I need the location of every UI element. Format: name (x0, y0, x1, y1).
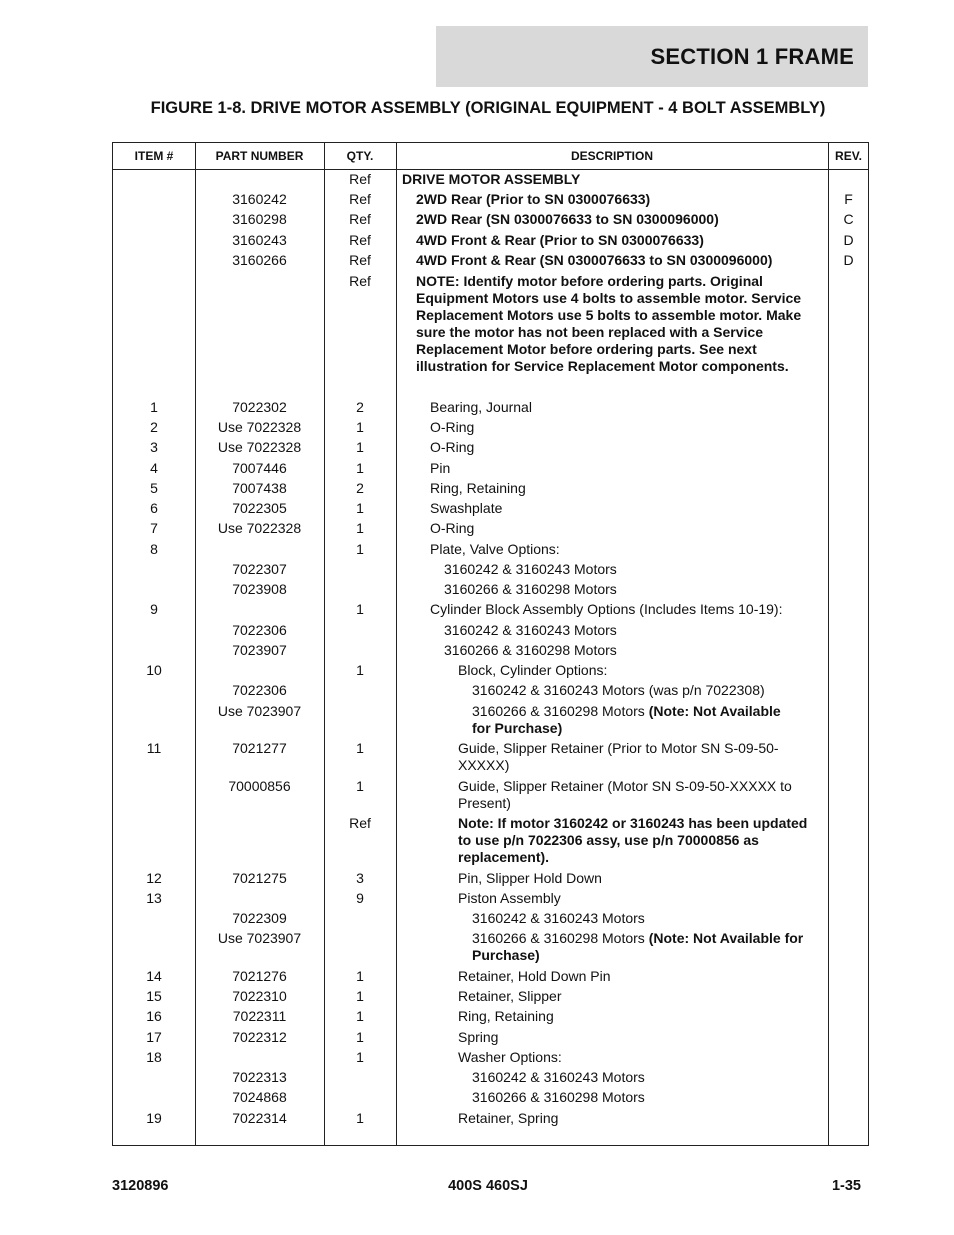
part-number-cell: 7024868 (232, 1089, 287, 1105)
qty-cell: Ref (349, 191, 371, 207)
qty-cell: 2 (356, 399, 364, 415)
item-cell: 19 (146, 1110, 162, 1126)
description-cell (430, 439, 818, 456)
part-number-cell: 7021276 (232, 968, 287, 984)
description-text: Retainer, Spring (458, 1110, 559, 1126)
description-text: Ring, Retaining (458, 1008, 554, 1024)
description-cell (444, 561, 818, 578)
part-number-cell: Use 7022328 (217, 439, 302, 455)
description-text: Washer Options: (458, 1049, 562, 1065)
part-number-cell: 7007446 (232, 460, 287, 476)
qty-cell: 1 (356, 520, 364, 536)
header-divider (113, 169, 868, 170)
description-text: Retainer, Hold Down Pin (458, 968, 611, 984)
description-text: 4WD Front & Rear (SN 0300076633 to SN 0300096000) (416, 252, 773, 268)
description-text: Guide, Slipper Retainer (Prior to Motor SN S-09-50- XXXXX) (458, 740, 779, 773)
description-text: Cylinder Block Assembly Options (Includes Items 10-19): (430, 601, 783, 617)
description-text: 3160266 & 3160298 Motors (444, 642, 617, 658)
description-cell (416, 252, 818, 269)
qty-cell: 1 (356, 740, 364, 756)
part-number-cell: 7021275 (232, 870, 287, 886)
part-number-cell: 7022306 (232, 622, 287, 638)
item-cell: 4 (150, 460, 158, 476)
part-number-cell: 70000856 (228, 778, 291, 794)
description-cell (458, 740, 818, 774)
part-number-cell: 7023907 (232, 642, 287, 658)
part-number-cell: 7022302 (232, 399, 287, 415)
description-text: NOTE: Identify motor before ordering parts. Original Equipment Motors use 4 bolts to assemble motor. Service Replacement Motors use 5 bolts to assemble motor. Make sure the motor has not been replaced with a Service Replacement Motor before ordering parts. See next illustration for Service Replacement Motor components. (416, 273, 802, 374)
part-number-cell: Use 7022328 (217, 520, 302, 536)
part-number-cell: 7022305 (232, 500, 287, 516)
description-text: DRIVE MOTOR ASSEMBLY (402, 171, 581, 187)
part-number-cell: Use 7022328 (217, 419, 302, 435)
description-text: O-Ring (430, 439, 475, 455)
qty-cell: 1 (356, 968, 364, 984)
description-text: Note: If motor 3160242 or 3160243 has been updated to use p/n 7022306 assy, use p/n 70000856 as replacement). (458, 815, 808, 865)
description-cell (430, 520, 818, 537)
part-number-cell: 3160298 (232, 211, 287, 227)
item-cell: 11 (146, 740, 162, 756)
qty-cell: 1 (356, 500, 364, 516)
footer-page-number: 1-35 (831, 1178, 861, 1194)
footer-doc-number: 3120896 (112, 1178, 169, 1194)
description-cell (458, 1110, 818, 1127)
description-text: 4WD Front & Rear (Prior to SN 0300076633) (416, 232, 704, 248)
description-cell (402, 171, 818, 188)
item-cell: 7 (150, 520, 158, 536)
description-cell (430, 399, 818, 416)
description-text: 3160266 & 3160298 Motors (472, 1089, 645, 1105)
description-note: (Note: Not Available for Purchase) (472, 930, 804, 963)
rev-cell: C (843, 211, 854, 227)
description-cell (472, 703, 818, 737)
part-number-cell: 7022307 (232, 561, 287, 577)
item-cell: 15 (146, 988, 162, 1004)
description-text: 3160242 & 3160243 Motors (472, 1069, 645, 1085)
description-cell (458, 815, 818, 866)
description-cell (430, 480, 818, 497)
description-text: Spring (458, 1029, 499, 1045)
description-text: 2WD Rear (Prior to SN 0300076633) (416, 191, 651, 207)
part-number-cell: 7022310 (232, 988, 287, 1004)
description-cell (416, 273, 818, 375)
description-cell (430, 601, 818, 618)
part-number-cell: 7022309 (232, 910, 287, 926)
description-cell (458, 1049, 818, 1066)
rev-cell: D (843, 232, 854, 248)
qty-cell: 1 (356, 662, 364, 678)
column-divider (396, 143, 397, 1145)
description-cell (458, 988, 818, 1005)
description-cell (430, 541, 818, 558)
description-cell (430, 460, 818, 477)
item-cell: 16 (146, 1008, 162, 1024)
qty-cell: 1 (356, 1049, 364, 1065)
part-number-cell: 3160266 (232, 252, 287, 268)
qty-cell: Ref (349, 232, 371, 248)
description-cell (472, 682, 818, 699)
item-cell: 1 (150, 399, 158, 415)
description-text: 3160242 & 3160243 Motors (444, 622, 617, 638)
part-number-cell: 7022314 (232, 1110, 287, 1126)
qty-cell: 1 (356, 460, 364, 476)
column-header-qty: QTY. (346, 149, 374, 163)
part-number-cell: 7022313 (232, 1069, 287, 1085)
description-cell (472, 930, 818, 964)
description-cell (416, 232, 818, 249)
description-cell (458, 1008, 818, 1025)
part-number-cell: 7021277 (232, 740, 287, 756)
column-header-rev: REV. (835, 149, 862, 163)
qty-cell: 9 (356, 890, 364, 906)
description-cell (430, 500, 818, 517)
item-cell: 14 (146, 968, 162, 984)
description-text: 2WD Rear (SN 0300076633 to SN 0300096000) (416, 211, 719, 227)
item-cell: 6 (150, 500, 158, 516)
item-cell: 5 (150, 480, 158, 496)
description-cell (458, 870, 818, 887)
description-cell (472, 1069, 818, 1086)
description-cell (458, 890, 818, 907)
part-number-cell: 3160242 (232, 191, 287, 207)
part-number-cell: 7022311 (232, 1008, 287, 1024)
figure-title: FIGURE 1-8. DRIVE MOTOR ASSEMBLY (ORIGINAL EQUIPMENT - 4 BOLT ASSEMBLY) (150, 99, 826, 117)
section-title: SECTION 1 FRAME (650, 43, 854, 69)
column-header-description: DESCRIPTION (570, 149, 653, 163)
description-text: Bearing, Journal (430, 399, 532, 415)
rev-cell: F (844, 191, 853, 207)
item-cell: 18 (146, 1049, 162, 1065)
description-cell (458, 662, 818, 679)
description-text: O-Ring (430, 520, 475, 536)
description-cell (416, 211, 818, 228)
item-cell: 10 (146, 662, 162, 678)
description-cell (458, 1029, 818, 1046)
description-cell (444, 622, 818, 639)
column-header-item: ITEM # (134, 149, 174, 163)
section-header (436, 26, 868, 87)
part-number-cell: 7023908 (232, 581, 287, 597)
description-text: 3160242 & 3160243 Motors (444, 561, 617, 577)
footer-model: 400S 460SJ (448, 1178, 528, 1194)
part-number-cell: 7022306 (232, 682, 287, 698)
qty-cell: Ref (349, 273, 371, 289)
qty-cell: Ref (349, 815, 371, 831)
qty-cell: 1 (356, 1029, 364, 1045)
rev-cell: D (843, 252, 854, 268)
description-cell (458, 968, 818, 985)
description-text: 3160242 & 3160243 Motors (472, 910, 645, 926)
description-text: 3160266 & 3160298 Motors (472, 930, 645, 946)
item-cell: 13 (146, 890, 162, 906)
qty-cell: 1 (356, 1008, 364, 1024)
column-header-part-number: PART NUMBER (215, 149, 304, 163)
description-cell (430, 419, 818, 436)
part-number-cell: 7022312 (232, 1029, 287, 1045)
description-cell (416, 191, 818, 208)
qty-cell: 2 (356, 480, 364, 496)
description-cell (472, 1089, 818, 1106)
qty-cell: 1 (356, 541, 364, 557)
part-number-cell: Use 7023907 (217, 703, 302, 719)
qty-cell: 1 (356, 778, 364, 794)
item-cell: 9 (150, 601, 158, 617)
description-text: Swashplate (430, 500, 503, 516)
description-text: Block, Cylinder Options: (458, 662, 608, 678)
description-text: Guide, Slipper Retainer (Motor SN S-09-50-XXXXX to Present) (458, 778, 792, 811)
description-cell (458, 778, 818, 812)
description-text: Pin (430, 460, 451, 476)
item-cell: 12 (146, 870, 162, 886)
part-number-cell: Use 7023907 (217, 930, 302, 946)
item-cell: 2 (150, 419, 158, 435)
qty-cell: 3 (356, 870, 364, 886)
qty-cell: Ref (349, 171, 371, 187)
qty-cell: 1 (356, 439, 364, 455)
description-text: Pin, Slipper Hold Down (458, 870, 602, 886)
qty-cell: 1 (356, 601, 364, 617)
description-cell (444, 642, 818, 659)
qty-cell: 1 (356, 419, 364, 435)
description-cell (444, 581, 818, 598)
parts-table (112, 142, 869, 1146)
description-text: 3160266 & 3160298 Motors (472, 703, 645, 719)
description-text: Retainer, Slipper (458, 988, 562, 1004)
qty-cell: Ref (349, 211, 371, 227)
part-number-cell: 3160243 (232, 232, 287, 248)
description-text: Piston Assembly (458, 890, 561, 906)
qty-cell: 1 (356, 988, 364, 1004)
description-text: Plate, Valve Options: (430, 541, 560, 557)
description-text: 3160266 & 3160298 Motors (444, 581, 617, 597)
description-note: (Note: Not Available for Purchase) (472, 703, 781, 736)
column-divider (828, 143, 829, 1145)
description-text: Ring, Retaining (430, 480, 526, 496)
part-number-cell: 7007438 (232, 480, 287, 496)
qty-cell: Ref (349, 252, 371, 268)
description-text: 3160242 & 3160243 Motors (was p/n 7022308) (472, 682, 765, 698)
item-cell: 8 (150, 541, 158, 557)
item-cell: 3 (150, 439, 158, 455)
description-text: O-Ring (430, 419, 475, 435)
description-cell (472, 910, 818, 927)
qty-cell: 1 (356, 1110, 364, 1126)
item-cell: 17 (146, 1029, 162, 1045)
